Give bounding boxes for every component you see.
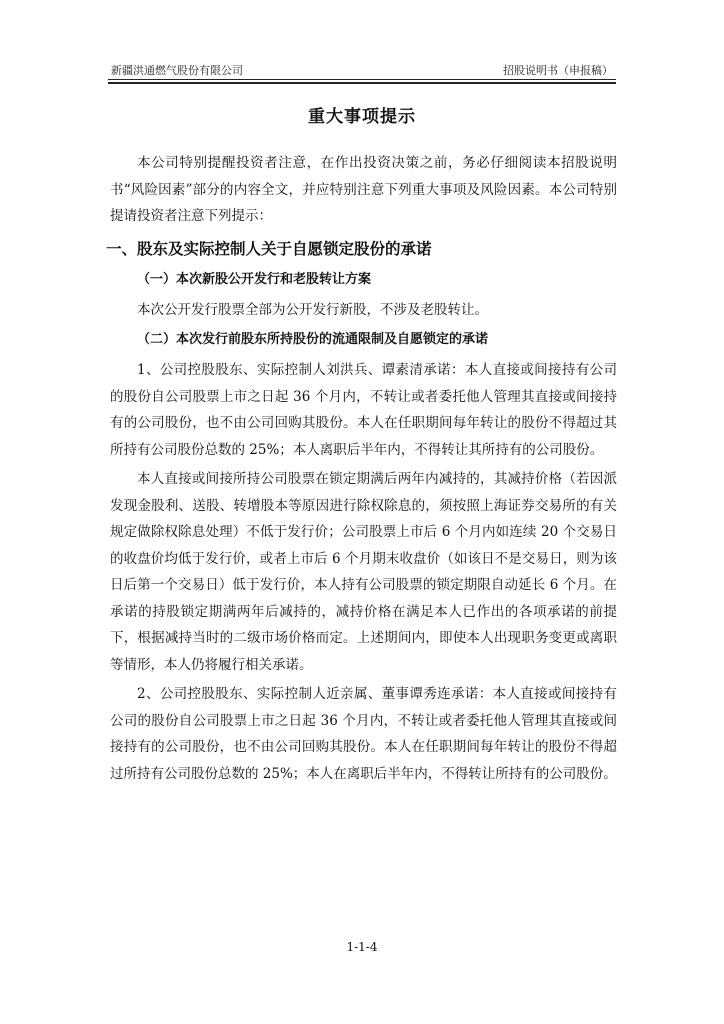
subsection-heading-2: （二）本次发行前股东所持股份的流通限制及自愿锁定的承诺 (137, 332, 489, 347)
section-heading: 一、股东及实际控制人关于自愿锁定股份的承诺 (106, 239, 432, 258)
page-number: 1-1-4 (346, 940, 378, 954)
commitment-paragraph-1: 1、公司控股股东、实际控制人刘洪兵、谭素清承诺：本人直接或间接持有公司的股份自公司股票上市之日起 36 个月内，不转让或者委托他人管理其直接或间接持有的公司股份，也不由公司回购其股份。本人在任职期间每年转让的股份不得超过其所持有公司股份总数的 25%；本人离职后半年内，不得转让其所持有的公司股份。 (110, 362, 617, 458)
header-rule-thick (108, 82, 616, 84)
commitment-paragraph-3: 2、公司控股股东、实际控制人近亲属、董事谭秀连承诺：本人直接或间接持有公司的股份自公司股票上市之日起 36 个月内，不转让或者委托他人管理其直接或间接持有的公司股份，也不由公司回购其股份。本人在任职期间每年转让的股份不得超过所持有公司股份总数的 25%；本人在离职后半年内，不得转让所持有的公司股份。 (110, 686, 617, 782)
page-header (111, 58, 613, 78)
intro-paragraph: 本公司特别提醒投资者注意，在作出投资决策之前，务必仔细阅读本招股说明书“风险因素”部分的内容全文，并应特别注意下列重大事项及风险因素。本公司特别提请投资者注意下列提示： (110, 155, 617, 224)
header-doc-type: 招股说明书（申报稿） (503, 64, 613, 77)
subsection-1-text: 本次公开发行股票全部为公开发行新股，不涉及老股转让。 (137, 301, 488, 318)
header-rule-thin (108, 79, 616, 80)
subsection-heading-1: （一）本次新股公开发行和老股转让方案 (137, 271, 372, 287)
document-body (106, 150, 617, 787)
commitment-paragraph-2: 本人直接或间接所持公司股票在锁定期满后两年内减持的，其减持价格（若因派发现金股利、送股、转增股本等原因进行除权除息的，须按照上海证券交易所的有关规定做除权除息处理）不低于发行价；公司股票上市后 6 个月内如连续 20 个交易日的收盘价均低于发行价，或者上市后 6 个月期末收盘价（如该日不是交易日，则为该日后第一个交易日）低于发行价，本人持有公司股票的锁定期限自动延长 6 个月。在承诺的持股锁定期满两年后减持的，减持价格在满足本人已作出的各项承诺的前提下，根据减持当时的二级市场价格而定。上述期间内，即使本人出现职务变更或离职等情形，本人仍将履行相关承诺。 (110, 471, 617, 673)
page-title: 重大事项提示 (308, 107, 416, 127)
header-company: 新疆洪通燃气股份有限公司 (111, 64, 243, 77)
